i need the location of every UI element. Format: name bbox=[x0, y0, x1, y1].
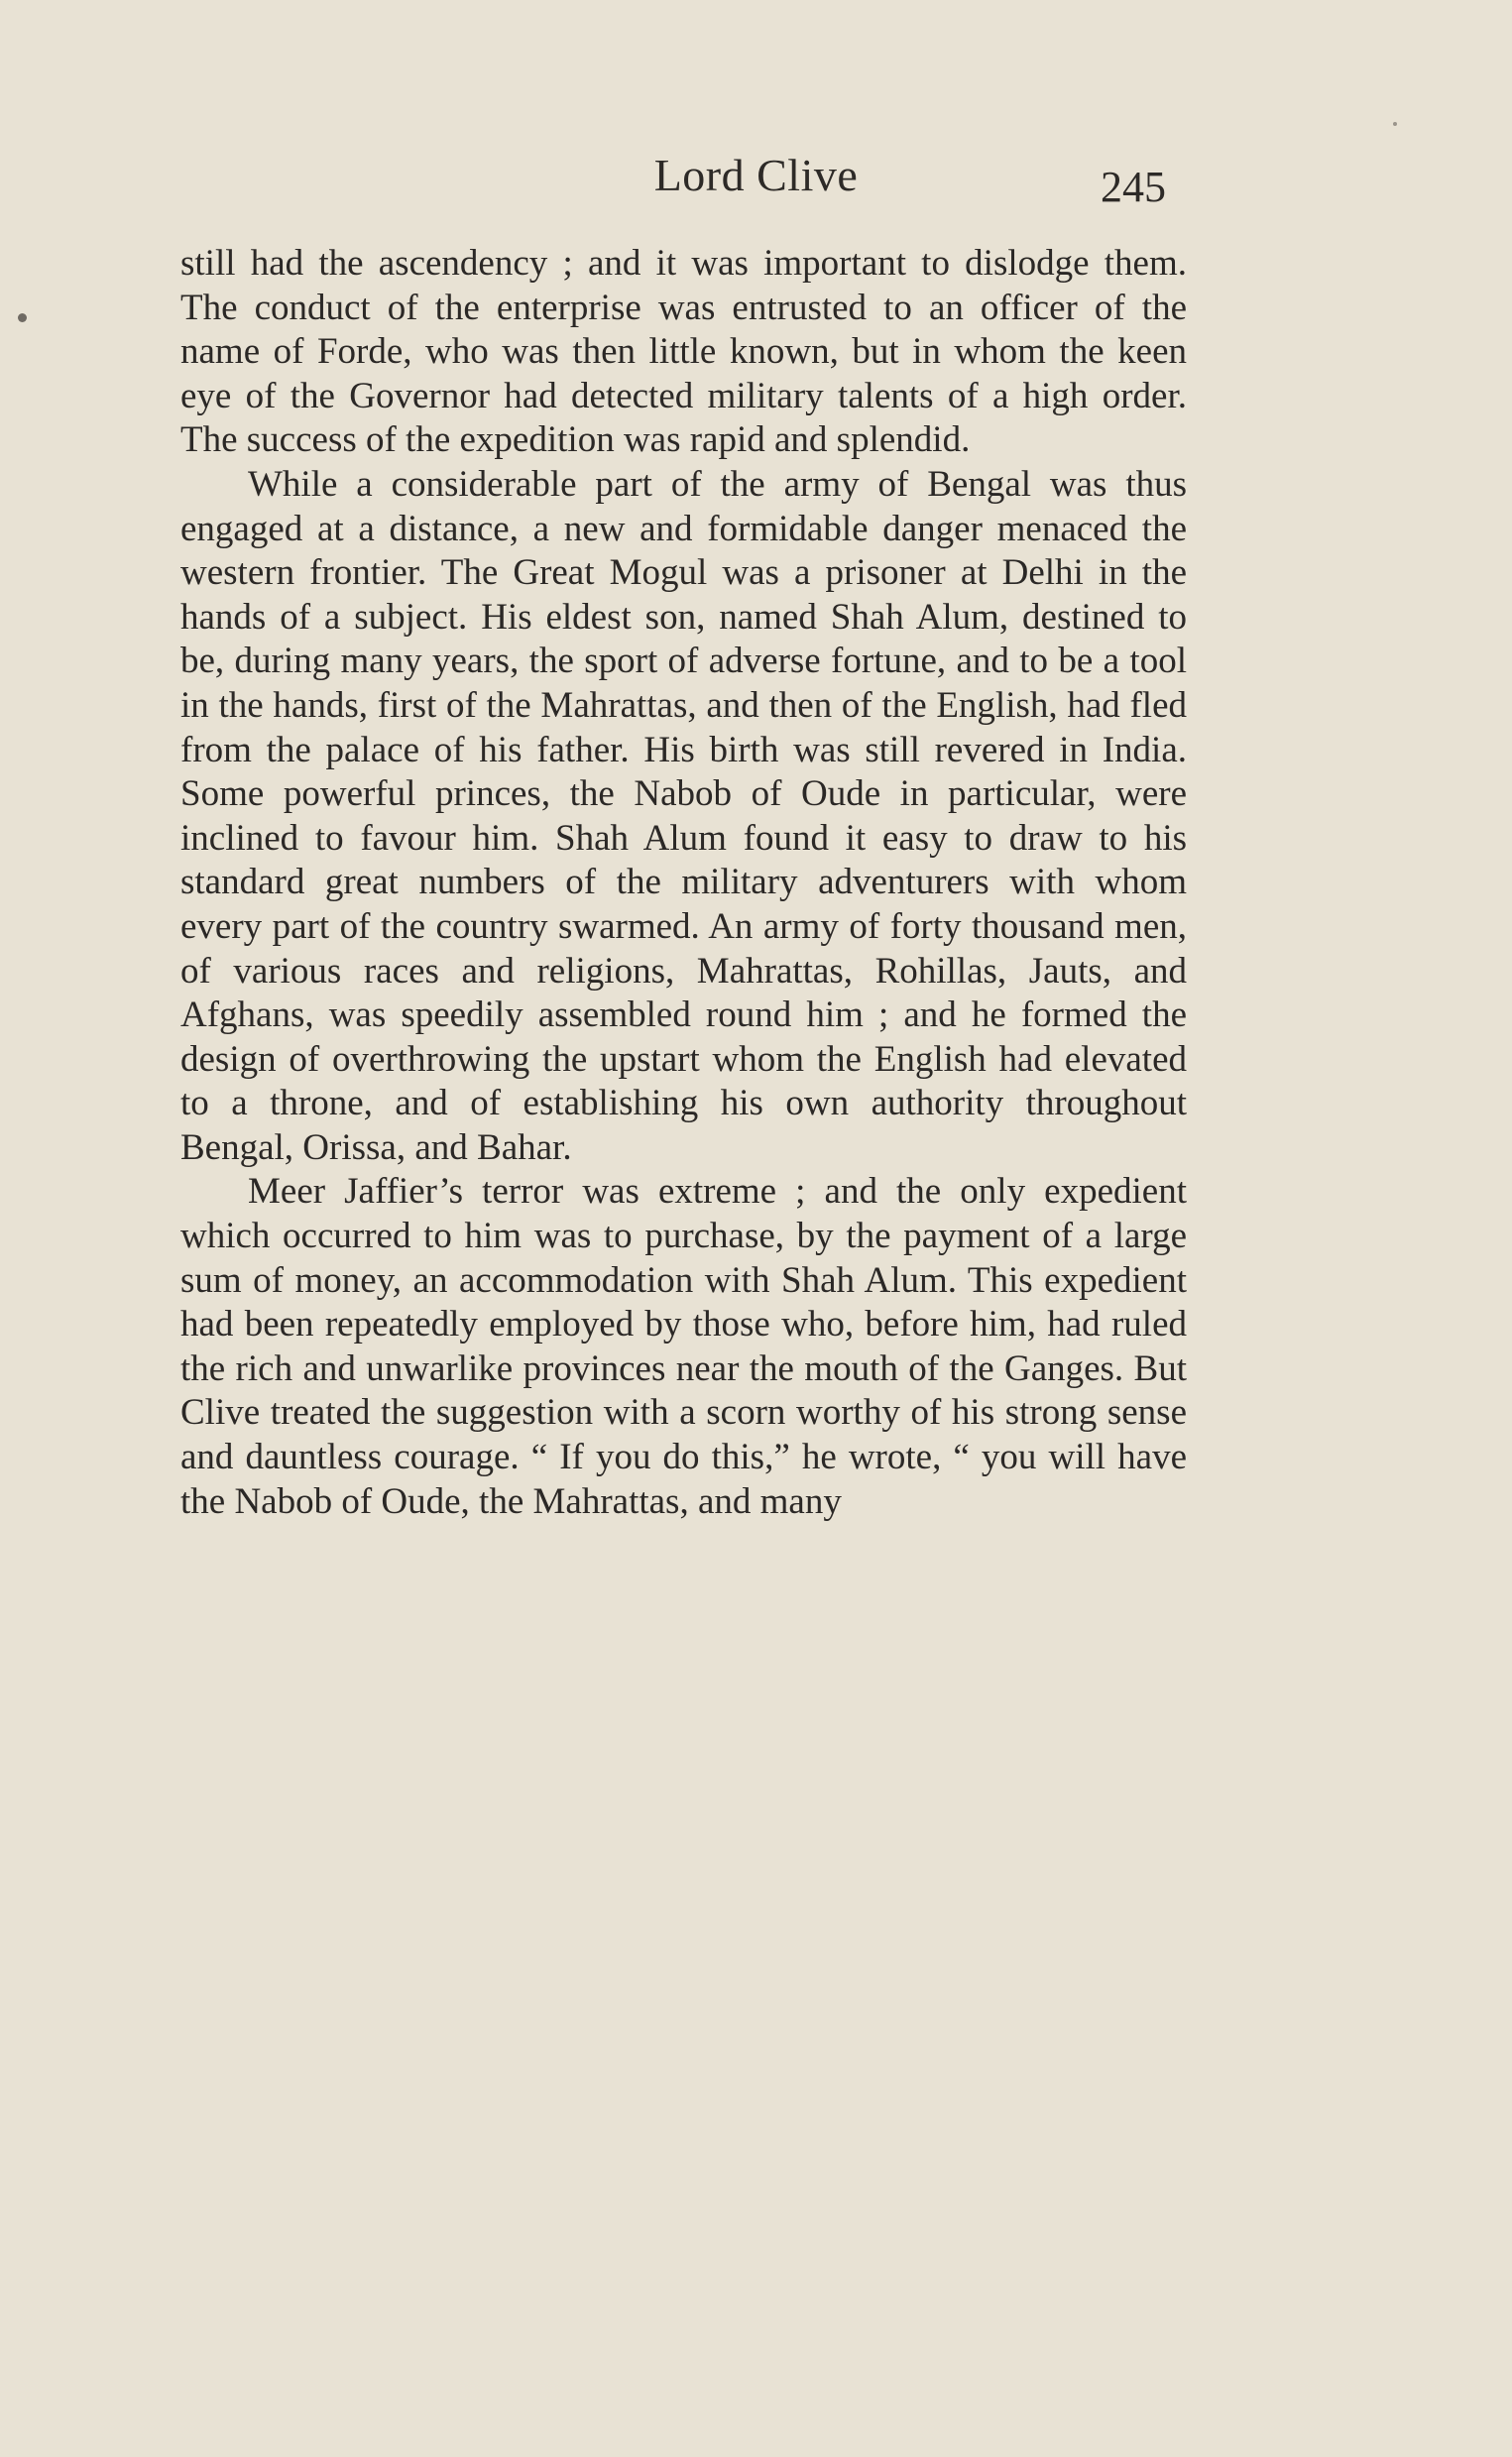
paragraph-shah-alum: While a considerable part of the army of Bengal was thus engaged at a distance, a new and formidable danger menaced the western frontier. The Great Mogul was a prisoner at Delhi in the hands of a subject. His eldest son, named Shah Alum, destined to be, during many years, the sport of adverse fortune, and to be a tool in the hands, first of the Mahrattas, and then of the English, had fled from the palace of his father. His birth was still revered in India. Some powerful princes, the Nabob of Oude in particular, were inclined to favour him. Shah Alum found it easy to draw to his standard great numbers of the military adventurers with whom every part of the country swarmed. An army of forty thousand men, of various races and religions, Mahrattas, Rohillas, Jauts, and Afghans, was speedily assembled round him ; and he formed the design of overthrowing the upstart whom the English had elevated to a throne, and of establishing his own authority throughout Bengal, Orissa, and Bahar. bbox=[180, 463, 1187, 1168]
paragraph-meer-jaffier: Meer Jaffier’s terror was extreme ; and the only expedient which occurred to him was to purchase, by the payment of a large sum of money, an accommodation with Shah Alum. This expedient had been repeatedly employed by those who, before him, had ruled the rich and unwarlike provinces near the mouth of the Ganges. But Clive treated the suggestion with a scorn worthy of his strong sense and dauntless courage. “ If you do this,” he wrote, “ you will have the Nabob of Oude, the Mahrattas, and many bbox=[180, 1171, 1187, 1522]
paragraph-continued: still had the ascendency ; and it was important to dislodge them. The conduct of the enterprise was entrusted to an officer of the name of Forde, who was then little known, but in whom the keen eye of the Governor had detected military talents of a high order. The success of the expedition was rapid and splendid. bbox=[180, 243, 1187, 461]
page-number: 245 bbox=[1101, 163, 1166, 211]
body-text bbox=[180, 242, 1187, 1524]
ink-speck bbox=[18, 313, 27, 322]
running-title: Lord Clive bbox=[653, 150, 859, 200]
ink-speck bbox=[1393, 122, 1397, 126]
